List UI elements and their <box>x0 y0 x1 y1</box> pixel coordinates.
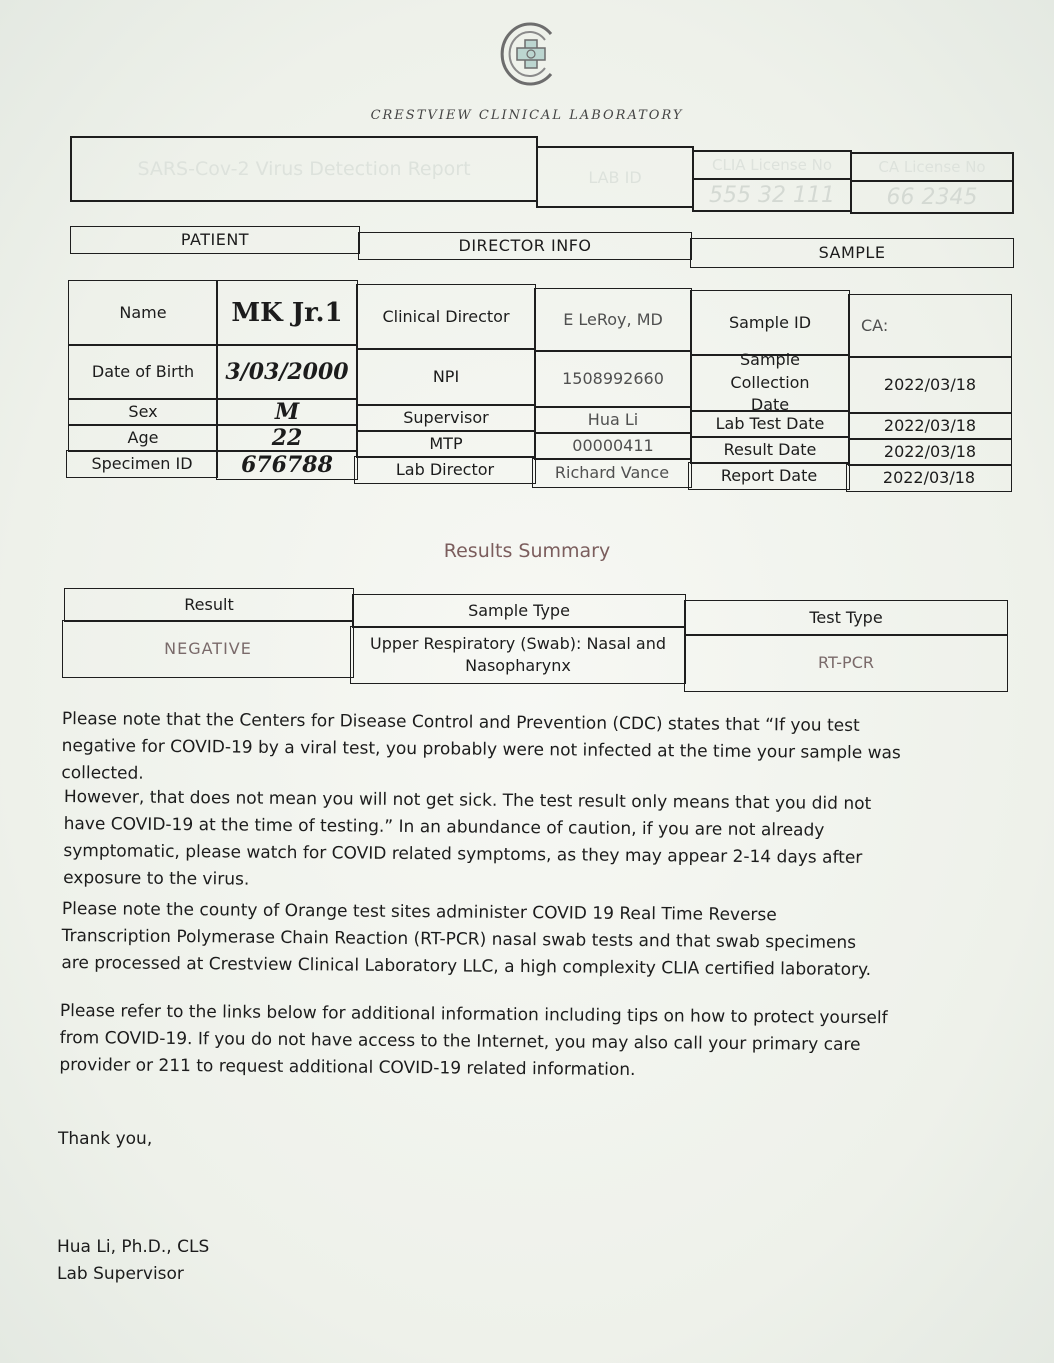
clinical-director-value: E LeRoy, MD <box>534 288 692 352</box>
result-header: Result <box>64 588 354 622</box>
clinical-director-label: Clinical Director <box>356 284 536 350</box>
ca-license-box <box>850 152 1014 214</box>
sex-label: Sex <box>68 398 218 426</box>
section-director-info: DIRECTOR INFO <box>358 232 692 260</box>
report-date-label: Report Date <box>688 462 850 490</box>
patient-sex: M <box>216 398 358 426</box>
patient-age: 22 <box>216 424 358 452</box>
result-date-label: Result Date <box>690 436 850 464</box>
report-title-box <box>70 136 538 202</box>
npi-label: NPI <box>356 348 536 406</box>
name-label: Name <box>68 280 218 346</box>
closing-text: Thank you, <box>58 1129 153 1149</box>
lab-id-label: LAB ID <box>588 167 642 187</box>
clia-label: CLIA License No <box>694 152 850 180</box>
test-type-value: RT-PCR <box>684 634 1008 692</box>
paragraph-cdc: Please note that the Centers for Disease Control and Prevention (CDC) states that “If you test negative for COVID-19 by a viral test, you probably were not infected at the time your sample was collected. <box>61 708 901 784</box>
lab-name: CRESTVIEW CLINICAL LABORATORY <box>370 108 684 123</box>
paragraph-caution: However, that does not mean you will not get sick. The test result only means that you did not have COVID-19 at the time of testing.” In an abundance of caution, if you are not already symptomatic, please watch for COVID related symptoms, as they may appear 2-14 days after exposure to the virus. <box>63 786 872 890</box>
patient-name: MK Jr.1 <box>216 280 358 346</box>
collection-date-value: 2022/03/18 <box>848 356 1012 414</box>
result-date-value: 2022/03/18 <box>848 438 1012 466</box>
age-label: Age <box>68 424 218 452</box>
lab-id-box <box>536 146 694 208</box>
sample-id-label: Sample ID <box>690 290 850 356</box>
lab-test-date-value: 2022/03/18 <box>848 412 1012 440</box>
collection-date-label: Sample Collection Date <box>690 354 850 412</box>
lab-director-value: Richard Vance <box>532 458 692 488</box>
specimen-label: Specimen ID <box>66 450 218 478</box>
test-type-header: Test Type <box>684 600 1008 636</box>
ca-value: 66 2345 <box>886 185 978 210</box>
supervisor-value: Hua Li <box>534 406 692 434</box>
section-patient: PATIENT <box>70 226 360 254</box>
signer-title: Lab Supervisor <box>57 1264 184 1284</box>
lab-director-label: Lab Director <box>354 456 536 484</box>
patient-specimen-id: 676788 <box>216 450 358 480</box>
supervisor-label: Supervisor <box>356 404 536 432</box>
paragraph-links: Please refer to the links below for additional information including tips on how to protect yourself from COVID-19. If you do not have access to the Internet, you may also call your primary care provider or 211 to request additional COVID-19 related information. <box>59 1000 888 1081</box>
mtp-value: 00000411 <box>534 432 692 460</box>
sample-type-header: Sample Type <box>352 594 686 628</box>
paragraph-orange-county: Please note the county of Orange test sites administer COVID 19 Real Time Reverse Transcription Polymerase Chain Reaction (RT-PCR) nasal swab tests and that swab specimens are processed at Crestview Clinical Laboratory LLC, a high complexity CLIA certified laboratory. <box>61 898 872 981</box>
patient-dob: 3/03/2000 <box>216 344 358 400</box>
report-title: SARS-Cov-2 Virus Detection Report <box>137 158 471 180</box>
mtp-label: MTP <box>356 430 536 458</box>
sample-type-value: Upper Respiratory (Swab): Nasal and Nasopharynx <box>350 626 686 684</box>
report-date-value: 2022/03/18 <box>846 464 1012 492</box>
npi-value: 1508992660 <box>534 350 692 408</box>
clia-license-box <box>692 150 852 212</box>
sample-id-value: CA: <box>848 294 1012 358</box>
dob-label: Date of Birth <box>68 344 218 400</box>
signer-name: Hua Li, Ph.D., CLS <box>57 1237 210 1257</box>
clia-value: 555 32 111 <box>709 183 835 208</box>
section-sample: SAMPLE <box>690 238 1014 268</box>
result-value: NEGATIVE <box>62 620 354 678</box>
ca-label: CA License No <box>852 154 1012 182</box>
results-summary-title: Results Summary <box>443 540 611 562</box>
lab-logo-icon <box>497 18 563 90</box>
lab-test-date-label: Lab Test Date <box>690 410 850 438</box>
